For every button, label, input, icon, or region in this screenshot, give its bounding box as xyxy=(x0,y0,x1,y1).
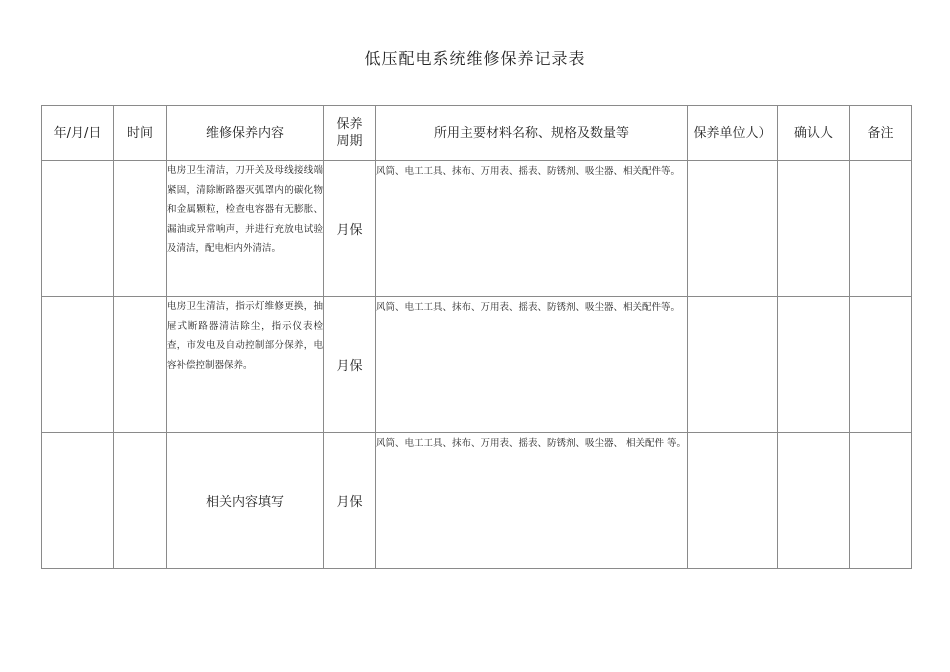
period-cell[interactable]: 月保 xyxy=(324,297,376,433)
header-confirm: 确认人 xyxy=(778,106,850,161)
time-cell[interactable] xyxy=(114,161,167,297)
content-cell[interactable]: 电房卫生清洁，指示灯维修更换，抽屉式断路器清洁除尘，指示仪表检查，市发电及自动控制部分保养，电容补偿控制器保养。 xyxy=(167,297,324,433)
content-cell[interactable]: 相关内容填写 xyxy=(167,433,324,569)
date-cell[interactable] xyxy=(42,433,114,569)
materials-cell[interactable]: 风筒、电工工具、抹布、万用表、摇表、防锈剂、吸尘器、 相关配件 等。 xyxy=(376,433,688,569)
period-cell[interactable]: 月保 xyxy=(324,161,376,297)
header-period-line2: 周期 xyxy=(336,134,363,149)
table-row xyxy=(42,297,912,433)
document-title: 低压配电系统维修保养记录表 xyxy=(364,49,586,68)
period-cell[interactable]: 月保 xyxy=(324,433,376,569)
header-unit: 保养单位人） xyxy=(688,106,778,161)
table-row xyxy=(42,161,912,297)
header-period-line1: 保养 xyxy=(336,117,363,132)
header-content: 维修保养内容 xyxy=(167,106,324,161)
remark-cell[interactable] xyxy=(850,433,912,569)
unit-cell[interactable] xyxy=(688,433,778,569)
header-date: 年/月/日 xyxy=(42,106,114,161)
remark-cell[interactable] xyxy=(850,161,912,297)
confirm-cell[interactable] xyxy=(778,161,850,297)
materials-cell[interactable]: 风筒、电工工具、抹布、万用表、摇表、防锈剂、吸尘器、相关配件等。 xyxy=(376,161,688,297)
header-remark: 备注 xyxy=(850,106,912,161)
time-cell[interactable] xyxy=(114,297,167,433)
table-row xyxy=(42,433,912,569)
content-cell[interactable]: 电房卫生清洁，刀开关及母线接线端紧固，清除断路器灭弧罩内的碳化物和金属颗粒，检查电容器有无膨胀、漏油或异常响声，并进行充放电试验及清洁，配电柜内外清洁。 xyxy=(167,161,324,297)
unit-cell[interactable] xyxy=(688,161,778,297)
date-cell[interactable] xyxy=(42,161,114,297)
confirm-cell[interactable] xyxy=(778,433,850,569)
unit-cell[interactable] xyxy=(688,297,778,433)
header-time: 时间 xyxy=(114,106,167,161)
confirm-cell[interactable] xyxy=(778,297,850,433)
time-cell[interactable] xyxy=(114,433,167,569)
header-row xyxy=(42,106,912,161)
materials-cell[interactable]: 风筒、电工工具、抹布、万用表、摇表、防锈剂、吸尘器、相关配件等。 xyxy=(376,297,688,433)
date-cell[interactable] xyxy=(42,297,114,433)
header-period xyxy=(324,106,376,161)
remark-cell[interactable] xyxy=(850,297,912,433)
maintenance-record-table xyxy=(41,105,912,569)
header-materials: 所用主要材料名称、规格及数量等 xyxy=(376,106,688,161)
